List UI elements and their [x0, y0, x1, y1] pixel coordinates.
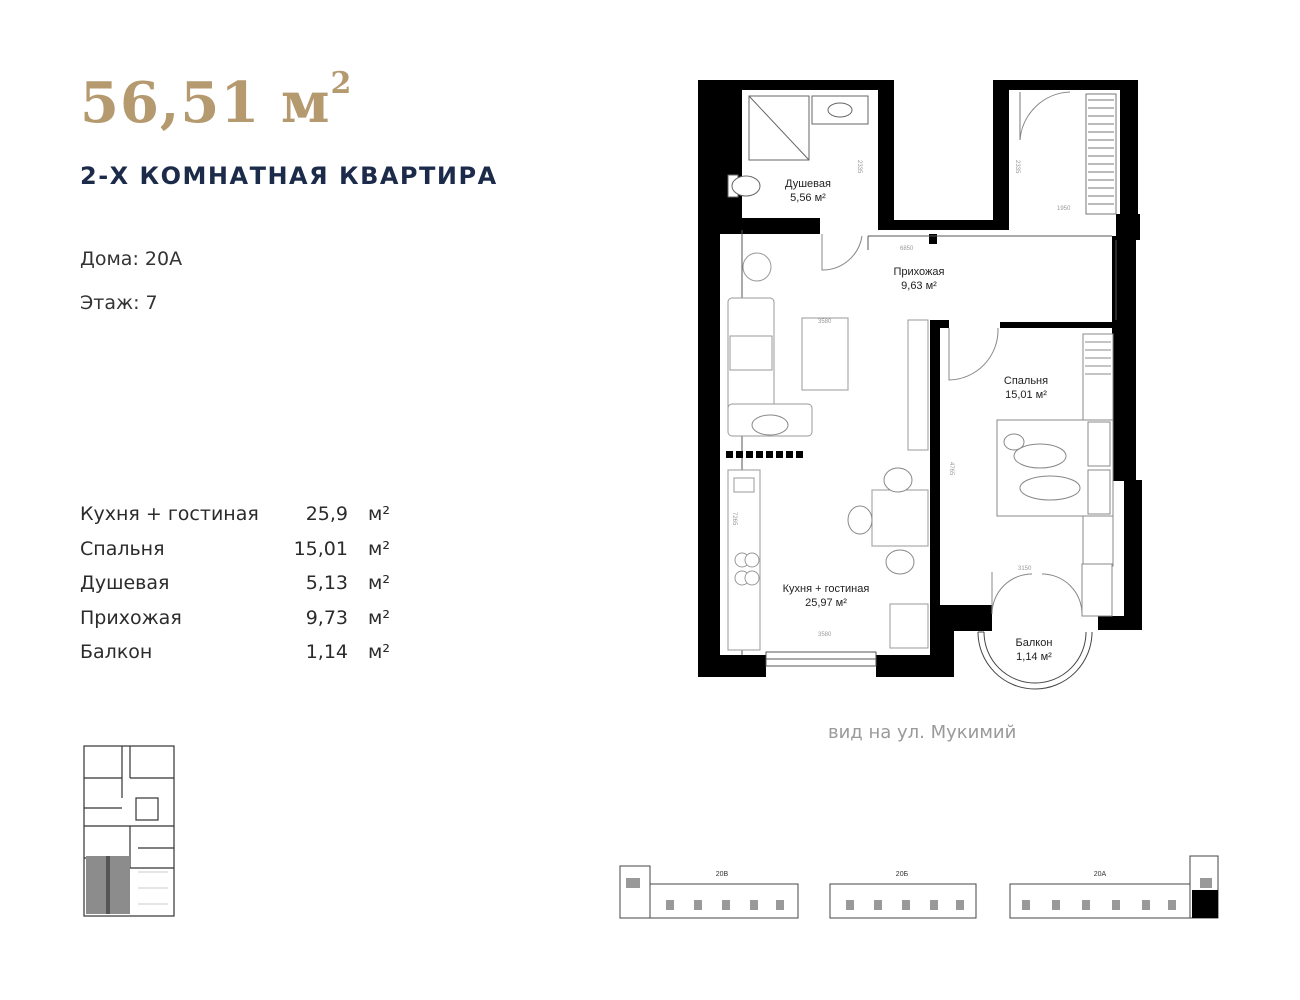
house-label: Дома: 20А: [80, 248, 183, 270]
room-name: Балкон: [80, 641, 153, 663]
dim-label: 2335: [856, 160, 862, 174]
room-value: 1,14: [305, 641, 348, 663]
room-value: 25,9: [305, 503, 348, 525]
room-unit: м²: [368, 606, 390, 629]
room-row: [80, 572, 390, 607]
room-value: 9,73: [305, 606, 348, 629]
floor-plan: [680, 70, 1160, 690]
building-strip: [612, 848, 1222, 922]
room-name: Прихожая: [80, 606, 182, 629]
room-area-hall: 9,63 м²: [901, 280, 937, 292]
divider-blocks: [726, 451, 803, 458]
room-label-hall: Прихожая: [893, 266, 945, 278]
floor-key-plan: [78, 738, 182, 920]
room-unit: м²: [368, 572, 390, 594]
building-label: 20Б: [895, 871, 909, 878]
apartment-area: 56,51 $м^2$: [80, 66, 353, 136]
room-unit: м²: [368, 537, 390, 560]
room-row: [80, 607, 390, 642]
floor-label: Этаж: 7: [80, 292, 158, 314]
room-area-balcony: 1,14 м²: [1016, 651, 1052, 663]
room-row: [80, 538, 390, 573]
dim-label: 2335: [1014, 160, 1020, 174]
room-row: [80, 503, 390, 538]
apartment-type: 2-Х КОМНАТНАЯ КВАРТИРА: [80, 162, 498, 190]
room-unit: м²: [368, 641, 390, 663]
dim-label: 3150: [1018, 566, 1032, 572]
room-name: Душевая: [80, 572, 170, 594]
room-value: 15,01: [293, 537, 348, 560]
room-area-bedroom: 15,01 м²: [1005, 389, 1047, 401]
room-area-list: [80, 503, 390, 676]
room-label-balcony: Балкон: [1015, 637, 1053, 649]
highlighted-section: [1192, 890, 1218, 918]
view-direction-label: вид на ул. Мукимий: [828, 722, 1017, 743]
room-value: 5,13: [305, 572, 348, 594]
building-label: 20В: [715, 871, 729, 878]
room-label-bedroom: Спальня: [1003, 375, 1049, 387]
room-unit: м²: [368, 503, 390, 525]
dim-label: 3580: [818, 319, 832, 325]
dim-label: 7265: [731, 512, 737, 526]
dim-label: 3580: [818, 632, 832, 638]
dim-label: 6850: [900, 246, 914, 252]
room-area-kitchen: 25,97 м²: [805, 597, 847, 609]
room-name: Кухня + гостиная: [80, 503, 259, 525]
dim-label: 1950: [1057, 206, 1071, 212]
room-name: Спальня: [80, 537, 165, 560]
room-row: [80, 641, 390, 676]
building-label: 20А: [1093, 871, 1107, 878]
room-label-shower: Душевая: [785, 178, 831, 190]
dim-label: 4765: [948, 462, 954, 476]
room-label-kitchen: Кухня + гостиная: [782, 583, 870, 595]
room-area-shower: 5,56 м²: [790, 192, 826, 204]
